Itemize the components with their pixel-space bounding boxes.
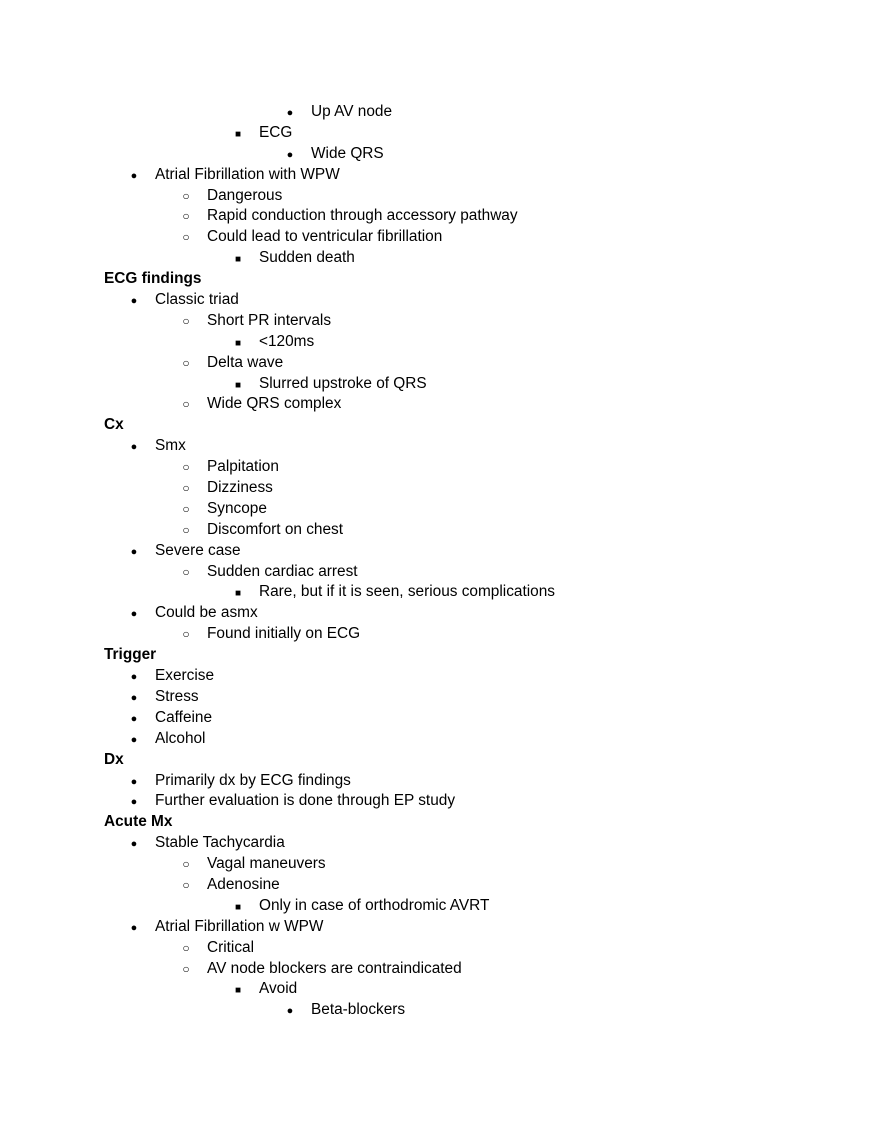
- circle-bullet-icon: [176, 854, 196, 875]
- disc-bullet-icon: [124, 165, 144, 187]
- disc-bullet-icon: [124, 666, 144, 688]
- list-item: [0, 478, 880, 499]
- item-text: Rare, but if it is seen, serious complications: [259, 583, 555, 601]
- list-item: [0, 499, 880, 520]
- disc-bullet-icon: [124, 791, 144, 813]
- disc-bullet-icon: [124, 833, 144, 855]
- item-text: Wide QRS: [311, 144, 384, 162]
- list-item: [0, 290, 880, 311]
- heading-text: Dx: [104, 750, 124, 768]
- item-text: Delta wave: [207, 353, 284, 371]
- circle-bullet-icon: [176, 562, 196, 583]
- section-heading: [0, 269, 880, 290]
- list-item: [0, 206, 880, 227]
- square-bullet-icon: [228, 582, 248, 605]
- list-item: [0, 917, 880, 938]
- list-item: [0, 562, 880, 583]
- item-text: <120ms: [259, 332, 315, 350]
- circle-bullet-icon: [176, 938, 196, 959]
- disc-bullet-icon: [280, 1000, 300, 1022]
- list-item: [0, 227, 880, 248]
- item-text: Vagal maneuvers: [207, 855, 326, 873]
- list-item: [0, 582, 880, 603]
- list-item: [0, 771, 880, 792]
- list-item: [0, 541, 880, 562]
- list-item: [0, 311, 880, 332]
- square-bullet-icon: [228, 374, 248, 397]
- circle-bullet-icon: [176, 227, 196, 248]
- section-heading: [0, 812, 880, 833]
- item-text: Stress: [155, 687, 199, 705]
- list-item: [0, 854, 880, 875]
- list-item: [0, 666, 880, 687]
- list-item: [0, 896, 880, 917]
- item-text: Atrial Fibrillation with WPW: [155, 165, 340, 183]
- list-item: [0, 248, 880, 269]
- list-item: [0, 687, 880, 708]
- item-text: Stable Tachycardia: [155, 834, 285, 852]
- item-text: Adenosine: [207, 875, 280, 893]
- item-text: Sudden cardiac arrest: [207, 562, 358, 580]
- item-text: Rapid conduction through accessory pathway: [207, 207, 518, 225]
- circle-bullet-icon: [176, 959, 196, 980]
- list-item: [0, 457, 880, 478]
- list-item: [0, 123, 880, 144]
- disc-bullet-icon: [124, 917, 144, 939]
- disc-bullet-icon: [124, 687, 144, 709]
- section-heading: [0, 645, 880, 666]
- heading-text: Acute Mx: [104, 813, 173, 831]
- circle-bullet-icon: [176, 875, 196, 896]
- item-text: Short PR intervals: [207, 311, 332, 329]
- circle-bullet-icon: [176, 186, 196, 207]
- list-item: [0, 165, 880, 186]
- list-item: [0, 959, 880, 980]
- item-text: Syncope: [207, 499, 267, 517]
- item-text: Smx: [155, 437, 186, 455]
- disc-bullet-icon: [124, 603, 144, 625]
- circle-bullet-icon: [176, 457, 196, 478]
- disc-bullet-icon: [280, 102, 300, 124]
- item-text: Could lead to ventricular fibrillation: [207, 228, 443, 246]
- disc-bullet-icon: [124, 541, 144, 563]
- disc-bullet-icon: [124, 290, 144, 312]
- list-item: [0, 186, 880, 207]
- list-item: [0, 520, 880, 541]
- item-text: Primarily dx by ECG findings: [155, 771, 351, 789]
- list-item: [0, 875, 880, 896]
- heading-text: ECG findings: [104, 270, 202, 288]
- document-body: [0, 102, 880, 1021]
- item-text: Further evaluation is done through EP study: [155, 792, 456, 810]
- list-item: [0, 938, 880, 959]
- item-text: Palpitation: [207, 458, 279, 476]
- disc-bullet-icon: [124, 436, 144, 458]
- list-item: [0, 394, 880, 415]
- item-text: Severe case: [155, 541, 241, 559]
- list-item: [0, 729, 880, 750]
- list-item: [0, 708, 880, 729]
- list-item: [0, 624, 880, 645]
- list-item: [0, 603, 880, 624]
- item-text: Atrial Fibrillation w WPW: [155, 917, 324, 935]
- item-text: Critical: [207, 938, 255, 956]
- disc-bullet-icon: [280, 144, 300, 166]
- item-text: Dangerous: [207, 186, 283, 204]
- circle-bullet-icon: [176, 311, 196, 332]
- item-text: Only in case of orthodromic AVRT: [259, 896, 490, 914]
- square-bullet-icon: [228, 332, 248, 355]
- item-text: Alcohol: [155, 729, 206, 747]
- circle-bullet-icon: [176, 624, 196, 645]
- item-text: Sudden death: [259, 249, 355, 267]
- list-item: [0, 353, 880, 374]
- item-text: Avoid: [259, 980, 298, 998]
- section-heading: [0, 415, 880, 436]
- list-item: [0, 979, 880, 1000]
- list-item: [0, 833, 880, 854]
- item-text: Discomfort on chest: [207, 520, 343, 538]
- disc-bullet-icon: [124, 729, 144, 751]
- circle-bullet-icon: [176, 520, 196, 541]
- section-heading: [0, 750, 880, 771]
- disc-bullet-icon: [124, 771, 144, 793]
- list-item: [0, 436, 880, 457]
- circle-bullet-icon: [176, 478, 196, 499]
- list-item: [0, 102, 880, 123]
- item-text: Beta-blockers: [311, 1001, 406, 1019]
- item-text: Wide QRS complex: [207, 395, 342, 413]
- item-text: Classic triad: [155, 291, 239, 309]
- heading-text: Trigger: [104, 646, 157, 664]
- list-item: [0, 374, 880, 395]
- item-text: Up AV node: [311, 103, 393, 120]
- list-item: [0, 1000, 880, 1021]
- circle-bullet-icon: [176, 353, 196, 374]
- list-item: [0, 791, 880, 812]
- item-text: Dizziness: [207, 479, 273, 497]
- square-bullet-icon: [228, 123, 248, 146]
- item-text: Caffeine: [155, 708, 213, 726]
- item-text: Exercise: [155, 667, 215, 685]
- square-bullet-icon: [228, 896, 248, 919]
- heading-text: Cx: [104, 416, 124, 434]
- item-text: AV node blockers are contraindicated: [207, 959, 462, 977]
- list-item: [0, 144, 880, 165]
- item-text: Slurred upstroke of QRS: [259, 374, 427, 392]
- square-bullet-icon: [228, 248, 248, 271]
- item-text: Could be asmx: [155, 604, 258, 622]
- item-text: Found initially on ECG: [207, 625, 361, 643]
- item-text: ECG: [259, 123, 293, 141]
- circle-bullet-icon: [176, 206, 196, 227]
- circle-bullet-icon: [176, 394, 196, 415]
- circle-bullet-icon: [176, 499, 196, 520]
- disc-bullet-icon: [124, 708, 144, 730]
- square-bullet-icon: [228, 979, 248, 1002]
- list-item: [0, 332, 880, 353]
